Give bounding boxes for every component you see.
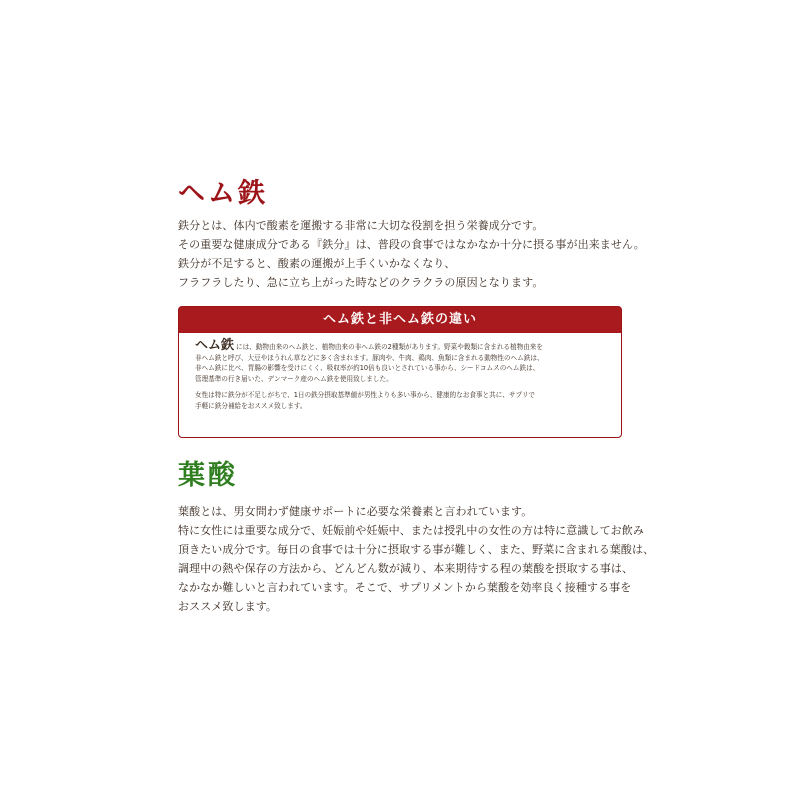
paragraph-line: フラフラしたり、急に立ち上がった時などのクラクラの原因となります。 <box>178 276 544 289</box>
comparison-box-title: ヘム鉄と非ヘム鉄の違い <box>179 307 621 333</box>
paragraph-line: 頂きたい成分です。毎日の食事では十分に摂取する事が難しく、また、野菜に含まれる葉酸は、 <box>178 543 655 556</box>
folic-acid-heading: 葉酸 <box>178 460 238 491</box>
heme-iron-heading: ヘム鉄 <box>178 178 268 209</box>
paragraph-line: 調理中の熱や保存の方法から、どんどん数が減り、本来期待する程の葉酸を摂取する事は、 <box>178 562 634 575</box>
paragraph-line: 特に女性には重要な成分で、妊娠前や妊娠中、または授乳中の女性の方は特に意識してお飲み <box>178 524 644 537</box>
box-note-line: 女性は特に鉄分が不足しがちで、1日の鉄分摂取基準値が男性よりも多い事から、健康的なお食事と共に、サプリで <box>195 391 536 400</box>
box-lead-word: ヘム鉄 <box>195 338 235 353</box>
box-text-line: 非ヘム鉄と呼び、大豆やほうれん草などに多く含まれます。豚肉や、牛肉、鶏肉、魚類に含まれる動物性のヘム鉄は、 <box>195 353 544 362</box>
paragraph-line: 鉄分とは、体内で酸素を運搬する非常に大切な役割を担う栄養成分です。 <box>178 219 544 232</box>
heme-comparison-box <box>178 306 622 438</box>
box-text-line <box>195 338 607 353</box>
paragraph-line: おススメ致します。 <box>178 600 278 613</box>
paragraph-line: 葉酸とは、男女問わず健康サポートに必要な栄養素と言われています。 <box>178 505 533 518</box>
paragraph-line: その重要な健康成分である『鉄分』は、普段の食事ではなかなか十分に摂る事が出来ません。 <box>178 238 645 251</box>
box-text-first: には、動物由来のヘム鉄と、植物由来の非ヘム鉄の2種類があります。野菜や穀類に含まれる植物由来を <box>236 343 543 351</box>
box-text-line: 非ヘム鉄に比べ、胃腸の影響を受けにくく、吸収率が約10倍も良いとされている事から、シードコムスのヘム鉄は、 <box>195 364 540 373</box>
heme-iron-paragraph <box>178 216 645 292</box>
box-note-line: 手軽に鉄分補給をおススメ致します。 <box>195 401 307 410</box>
comparison-box-body <box>179 333 621 412</box>
paragraph-line: 鉄分が不足すると、酸素の運搬が上手くいかなくなり、 <box>178 257 456 270</box>
paragraph-line: なかなか難しいと言われています。そこで、サプリメントから葉酸を効率良く接種する事を <box>178 581 632 594</box>
box-text-line: 管理基準の行き届いた、デンマーク産のヘム鉄を使用致しました。 <box>195 374 393 383</box>
folic-acid-paragraph <box>178 502 655 616</box>
